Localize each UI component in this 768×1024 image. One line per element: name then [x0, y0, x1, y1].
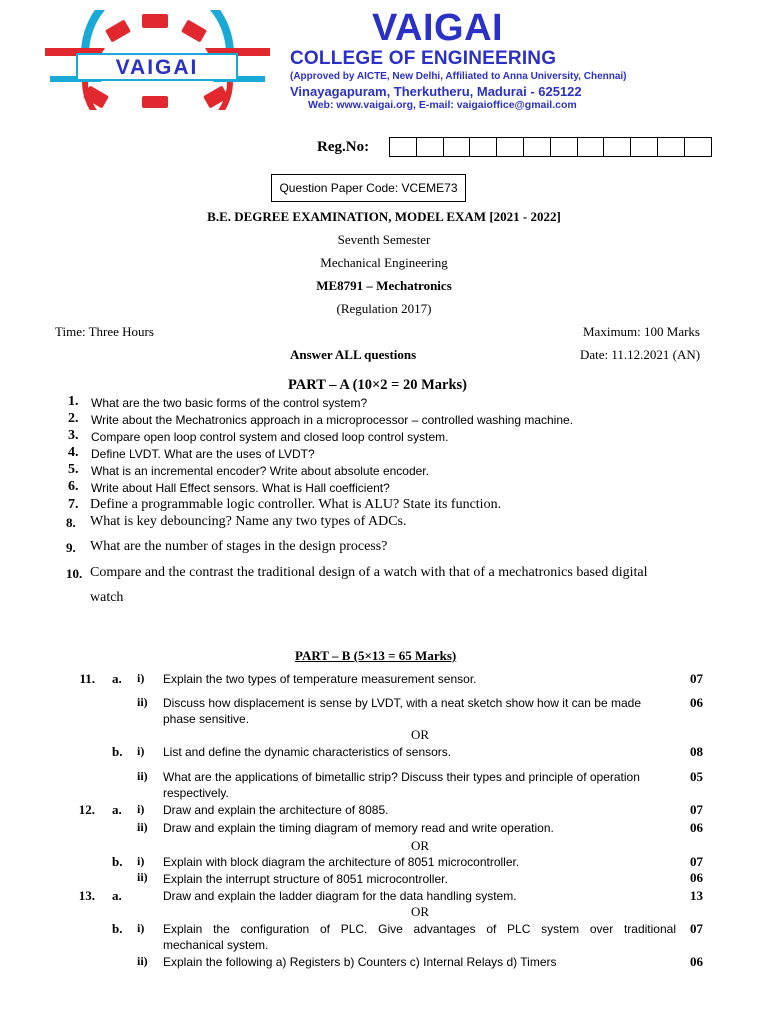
college-logo	[45, 10, 270, 110]
reg-no-box	[523, 137, 551, 157]
question-marks: 06	[690, 695, 703, 710]
question-marks: 07	[690, 671, 703, 686]
reg-no-box	[389, 137, 417, 157]
question-sub-label: b.	[112, 921, 123, 936]
question-text-continued: watch	[90, 590, 124, 605]
question-text: What are the number of stages in the design process?	[90, 539, 388, 554]
question-text: What is key debouncing? Name any two types of ADCs.	[90, 514, 407, 529]
logo-text: VAIGAI	[115, 56, 199, 79]
question-number: 2.	[68, 411, 79, 426]
question-text: Write about the Mechatronics approach in a microprocessor – controlled washing machine.	[91, 413, 574, 427]
reg-no-box	[416, 137, 444, 157]
question-marks: 07	[690, 854, 703, 869]
college-name-block	[290, 8, 710, 112]
question-number: 6.	[68, 479, 79, 494]
question-number: 10.	[66, 566, 83, 581]
regulation: (Regulation 2017)	[336, 301, 432, 316]
question-sub-label: b.	[112, 854, 123, 869]
question-roman: i)	[137, 744, 145, 758]
question-text-continued: phase sensitive.	[163, 712, 250, 726]
department: Mechanical Engineering	[320, 255, 448, 270]
question-number: 7.	[68, 497, 79, 512]
question-roman: ii)	[137, 820, 148, 834]
course-title: ME8791 – Mechatronics	[316, 278, 452, 293]
reg-no-box	[603, 137, 631, 157]
question-number: 9.	[66, 540, 76, 555]
question-roman: i)	[137, 921, 145, 935]
question-text: Explain with block diagram the architecture of 8051 microcontroller.	[163, 855, 520, 869]
semester: Seventh Semester	[337, 232, 431, 247]
question-roman: ii)	[137, 870, 148, 884]
question-text: Explain the following a) Registers b) Counters c) Internal Relays d) Timers	[163, 955, 557, 969]
question-marks: 07	[690, 802, 703, 817]
web-text: Web: www.vaigai.org, E-mail: vaigaioffice@gmail.com	[308, 99, 577, 111]
question-number: 3.	[68, 428, 79, 443]
question-sub-label: b.	[112, 744, 123, 759]
question-number: 13.	[78, 888, 95, 903]
question-text: What is an incremental encoder? Write about absolute encoder.	[91, 464, 429, 478]
or-separator: OR	[410, 904, 430, 919]
instruction: Answer ALL questions	[290, 347, 417, 362]
approval-text: (Approved by AICTE, New Delhi, Affiliated to Anna University, Chennai)	[290, 71, 627, 82]
reg-no-box	[630, 137, 658, 157]
question-text: Draw and explain the timing diagram of memory read and write operation.	[163, 821, 554, 835]
question-number: 8.	[66, 515, 76, 530]
question-number: 12.	[78, 802, 95, 817]
exam-time: Time: Three Hours	[55, 324, 154, 339]
question-marks: 05	[690, 769, 703, 784]
question-number: 11.	[79, 671, 95, 686]
question-sub-label: a.	[112, 802, 122, 817]
question-roman: ii)	[137, 954, 148, 968]
question-text: List and define the dynamic characteristics of sensors.	[163, 745, 452, 759]
question-marks: 06	[690, 954, 703, 969]
question-text: Compare and the contrast the traditional design of a watch with that of a mechatronics based digital	[90, 565, 648, 580]
question-marks: 13	[690, 888, 703, 903]
college-short-name: VAIGAI	[372, 7, 504, 49]
part-b-title: PART – B (5×13 = 65 Marks)	[295, 648, 457, 663]
reg-no-box	[657, 137, 685, 157]
question-sub-label: a.	[112, 671, 122, 686]
college-full-name: COLLEGE OF ENGINEERING	[290, 48, 557, 69]
exam-date: Date: 11.12.2021 (AN)	[580, 347, 701, 362]
question-sub-label: a.	[112, 888, 122, 903]
reg-no-box	[577, 137, 605, 157]
or-separator: OR	[410, 727, 430, 742]
reg-no-label: Reg.No:	[317, 139, 370, 155]
question-roman: i)	[137, 854, 145, 868]
question-text: Draw and explain the architecture of 8085.	[163, 803, 389, 817]
question-marks: 06	[690, 870, 703, 885]
reg-no-box	[469, 137, 497, 157]
question-paper-code: Question Paper Code: VCEME73	[271, 174, 466, 202]
max-marks: Maximum: 100 Marks	[583, 324, 700, 339]
question-text: Explain the configuration of PLC. Give advantages of PLC system over traditional	[163, 922, 676, 936]
question-text: Define a programmable logic controller. What is ALU? State its function.	[90, 497, 502, 512]
question-marks: 06	[690, 820, 703, 835]
question-text: Explain the two types of temperature measurement sensor.	[163, 672, 477, 686]
question-text: Explain the interrupt structure of 8051 microcontroller.	[163, 872, 448, 886]
exam-title: B.E. DEGREE EXAMINATION, MODEL EXAM [2021 - 2022]	[207, 209, 561, 224]
reg-no-box	[496, 137, 524, 157]
or-separator: OR	[410, 838, 430, 853]
question-text: Draw and explain the ladder diagram for the data handling system.	[163, 889, 517, 903]
question-text-continued: mechanical system.	[163, 938, 269, 952]
part-a-title: PART – A (10×2 = 20 Marks)	[288, 377, 468, 393]
address-text: Vinayagapuram, Therkutheru, Madurai - 625122	[290, 84, 582, 99]
question-marks: 07	[690, 921, 703, 936]
question-number: 1.	[68, 394, 79, 409]
question-number: 4.	[68, 445, 79, 460]
reg-no-box	[684, 137, 712, 157]
question-text: What are the applications of bimetallic strip? Discuss their types and principle of operation	[163, 770, 640, 784]
question-roman: i)	[137, 802, 145, 816]
question-number: 5.	[68, 462, 79, 477]
question-roman: ii)	[137, 695, 148, 709]
reg-no-boxes	[390, 137, 712, 157]
reg-no-box	[443, 137, 471, 157]
question-text: Compare open loop control system and closed loop control system.	[91, 430, 449, 444]
question-text: Define LVDT. What are the uses of LVDT?	[91, 447, 315, 461]
question-roman: i)	[137, 671, 145, 685]
question-roman: ii)	[137, 769, 148, 783]
reg-no-box	[550, 137, 578, 157]
question-text: What are the two basic forms of the control system?	[91, 396, 368, 410]
question-marks: 08	[690, 744, 703, 759]
question-text-continued: respectively.	[163, 786, 229, 800]
question-text: Discuss how displacement is sense by LVDT, with a neat sketch show how it can be made	[163, 696, 642, 710]
question-text: Write about Hall Effect sensors. What is Hall coefficient?	[91, 481, 390, 495]
